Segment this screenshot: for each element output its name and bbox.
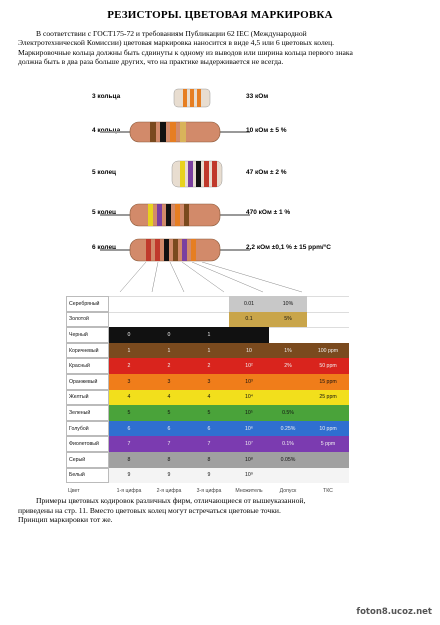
- resistance-value-label: 33 кОм: [246, 93, 269, 100]
- table-row: [66, 343, 349, 359]
- color-name-cell: Белый: [66, 468, 109, 484]
- table-header-cell: 2-я цифра: [156, 487, 182, 494]
- table-header-cell: Допуск: [279, 487, 297, 494]
- table-cell: 2%: [269, 358, 307, 374]
- table-cell: 25 ppm: [307, 390, 349, 406]
- intro-line: Электротехнической Комиссии) цветовая маркировка наносится в виде 4,5 или 6 цветовых колец.: [18, 38, 335, 48]
- table-cell: [149, 312, 189, 328]
- table-header-cell: Множитель: [235, 487, 263, 494]
- table-row: [66, 358, 349, 374]
- color-name-cell: Золотой: [66, 312, 109, 328]
- table-row: [66, 296, 349, 312]
- watermark: foton8.ucoz.net: [356, 607, 432, 617]
- table-cell: [269, 327, 307, 343]
- color-name-cell: Красный: [66, 358, 109, 374]
- table-cell: [307, 327, 349, 343]
- color-band: [170, 122, 176, 142]
- table-cell: 10: [229, 343, 269, 359]
- color-band: [173, 239, 178, 261]
- table-cell: 0.01: [229, 296, 269, 312]
- footer-line: Примеры цветовых кодировок различных фирм, отличающиеся от вышеуказанной,: [36, 496, 306, 505]
- table-cell: 8: [149, 452, 189, 468]
- resistor-row: [0, 236, 440, 262]
- table-cell: [307, 405, 349, 421]
- table-cell: 10%: [269, 296, 307, 312]
- table-cell: [269, 390, 307, 406]
- page-title: РЕЗИСТОРЫ. ЦВЕТОВАЯ МАРКИРОВКА: [107, 9, 333, 21]
- table-cell: 6: [109, 421, 149, 437]
- color-name-cell: Серый: [66, 452, 109, 468]
- table-cell: [307, 296, 349, 312]
- intro-line: Маркировочные кольца должны быть сдвинуты к одному из выводов или ширина кольца первого знака: [18, 47, 353, 57]
- table-cell: 100 ppm: [307, 343, 349, 359]
- table-cell: 4: [149, 390, 189, 406]
- table-cell: 9: [109, 468, 149, 484]
- table-header-cell: 1-я цифра: [116, 487, 142, 494]
- resistor-image-2: [100, 119, 250, 145]
- ring-count-label: 5 колец: [92, 209, 117, 216]
- table-cell: 10⁷: [229, 436, 269, 452]
- table-cell: 0: [149, 327, 189, 343]
- table-cell: 10⁹: [229, 468, 269, 484]
- table-cell: 1%: [269, 343, 307, 359]
- ring-count-label: 4 кольца: [92, 127, 121, 134]
- table-cell: 3: [109, 374, 149, 390]
- table-cell: 7: [189, 436, 229, 452]
- table-cell: 5: [189, 405, 229, 421]
- table-cell: 0.1%: [269, 436, 307, 452]
- resistor-image-4: [100, 201, 250, 229]
- footer-paragraph: [18, 496, 423, 525]
- table-cell: 3: [189, 374, 229, 390]
- color-band: [184, 204, 189, 226]
- table-cell: [269, 374, 307, 390]
- color-name-cell: Коричневый: [66, 343, 109, 359]
- intro-line: должна быть в два раза больше других, что на практике выдерживается не всегда.: [18, 57, 284, 67]
- table-row: [66, 436, 349, 452]
- resistance-value-label: 2,2 кОм ±0,1 % ± 15 ppm/°C: [246, 244, 331, 251]
- table-cell: 7: [109, 436, 149, 452]
- color-band: [148, 204, 153, 226]
- table-cell: [149, 296, 189, 312]
- table-cell: 6: [149, 421, 189, 437]
- table-cell: 10⁵: [229, 405, 269, 421]
- color-band: [157, 204, 162, 226]
- table-cell: 6: [189, 421, 229, 437]
- table-cell: 10²: [229, 358, 269, 374]
- table-cell: 10⁶: [229, 421, 269, 437]
- table-cell: 7: [149, 436, 189, 452]
- table-cell: [307, 312, 349, 328]
- footer-line: Принцип маркировки тот же.: [18, 515, 113, 525]
- table-cell: 9: [189, 468, 229, 484]
- table-cell: 1: [189, 327, 229, 343]
- color-name-cell: Черный: [66, 327, 109, 343]
- resistance-value-label: 470 кОм ± 1 %: [246, 209, 291, 216]
- table-cell: 5: [109, 405, 149, 421]
- table-cell: 4: [189, 390, 229, 406]
- color-band: [175, 204, 180, 226]
- color-name-cell: Серебряный: [66, 296, 109, 312]
- color-band: [155, 239, 160, 261]
- resistor-row: [0, 85, 440, 111]
- resistor-image-3: [150, 157, 250, 191]
- color-band: [212, 161, 217, 187]
- table-cell: [269, 468, 307, 484]
- color-band: [166, 204, 171, 226]
- color-band: [160, 122, 166, 142]
- table-cell: 2: [109, 358, 149, 374]
- color-band: [180, 161, 185, 187]
- table-cell: 1: [189, 343, 229, 359]
- color-band: [164, 239, 169, 261]
- ring-count-label: 5 колец: [92, 169, 117, 176]
- table-header-cell: Цвет: [68, 487, 80, 494]
- color-name-cell: Желтый: [66, 390, 109, 406]
- table-cell: 4: [109, 390, 149, 406]
- color-band: [196, 161, 201, 187]
- table-row: [66, 374, 349, 390]
- table-cell: 50 ppm: [307, 358, 349, 374]
- color-name-cell: Оранжевый: [66, 374, 109, 390]
- color-band: [183, 89, 187, 107]
- table-cell: 3: [149, 374, 189, 390]
- table-cell: [189, 312, 229, 328]
- table-cell: 0: [109, 327, 149, 343]
- table-cell: 5%: [269, 312, 307, 328]
- table-cell: 10 ppm: [307, 421, 349, 437]
- color-name-cell: Голубой: [66, 421, 109, 437]
- color-name-cell: Фиолетовый: [66, 436, 109, 452]
- table-cell: [189, 296, 229, 312]
- color-code-table: [66, 296, 349, 499]
- table-cell: [307, 452, 349, 468]
- table-cell: 10⁴: [229, 390, 269, 406]
- color-band: [180, 122, 186, 142]
- table-cell: [109, 312, 149, 328]
- table-cell: 2: [189, 358, 229, 374]
- resistor-image-1: [150, 85, 240, 111]
- resistor-row: [0, 201, 440, 227]
- color-band: [146, 239, 151, 261]
- resistance-value-label: 10 кОм ± 5 %: [246, 127, 287, 134]
- table-cell: 2: [149, 358, 189, 374]
- table-header-cell: 3-я цифра: [196, 487, 222, 494]
- resistor-row: [0, 161, 440, 187]
- table-cell: 0.05%: [269, 452, 307, 468]
- resistance-value-label: 47 кОм ± 2 %: [246, 169, 287, 176]
- color-band: [204, 161, 209, 187]
- color-band: [182, 239, 187, 261]
- table-row: [66, 312, 349, 328]
- table-row: [66, 468, 349, 484]
- table-row: [66, 421, 349, 437]
- color-band: [188, 161, 193, 187]
- color-band: [190, 89, 194, 107]
- ring-count-label: 6 колец: [92, 244, 117, 251]
- table-cell: 0.5%: [269, 405, 307, 421]
- table-cell: 0.1: [229, 312, 269, 328]
- table-cell: 1: [109, 343, 149, 359]
- table-cell: [307, 468, 349, 484]
- resistor-image-5: [100, 236, 250, 264]
- table-cell: 10³: [229, 374, 269, 390]
- table-row: [66, 390, 349, 406]
- table-row: [66, 327, 349, 343]
- connector-lines: [66, 262, 386, 298]
- table-cell: 8: [189, 452, 229, 468]
- color-band: [197, 89, 201, 107]
- table-cell: 5 ppm: [307, 436, 349, 452]
- table-cell: 1: [149, 343, 189, 359]
- table-cell: 0.25%: [269, 421, 307, 437]
- color-name-cell: Зеленый: [66, 405, 109, 421]
- table-cell: 15 ppm: [307, 374, 349, 390]
- footer-line: приведены на стр. 11. Вместо цветовых колец могут встречаться цветовые точки.: [18, 505, 281, 515]
- color-band: [191, 239, 196, 261]
- table-cell: 5: [149, 405, 189, 421]
- table-header-cell: ТКС: [323, 487, 333, 494]
- color-band: [150, 122, 156, 142]
- table-cell: 9: [149, 468, 189, 484]
- table-cell: 8: [109, 452, 149, 468]
- table-cell: 10⁸: [229, 452, 269, 468]
- intro-paragraph: [18, 29, 423, 67]
- ring-count-label: 3 кольца: [92, 93, 121, 100]
- resistor-row: [0, 119, 440, 145]
- intro-line: В соответствии с ГОСТ175-72 и требованиям Публикации 62 IEC (Международной: [36, 29, 307, 38]
- table-cell: [229, 327, 269, 343]
- table-cell: [109, 296, 149, 312]
- table-row: [66, 405, 349, 421]
- table-row: [66, 452, 349, 468]
